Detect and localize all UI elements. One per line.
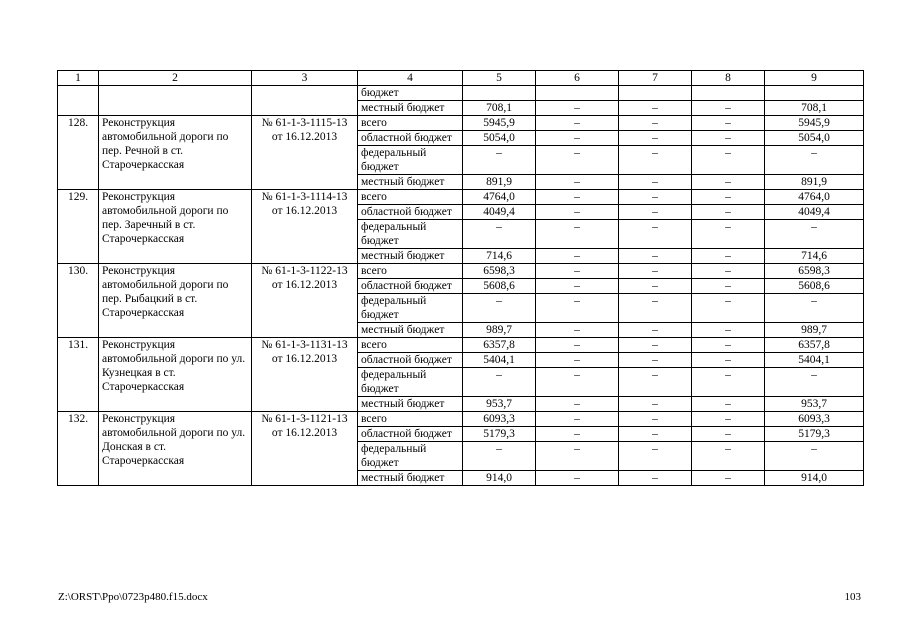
- number-cell: 131.: [58, 338, 99, 412]
- value-cell: –: [692, 397, 765, 412]
- value-cell: 708,1: [765, 101, 864, 116]
- value-cell: 6598,3: [463, 264, 536, 279]
- value-cell: –: [619, 116, 692, 131]
- budget-table: [57, 70, 864, 486]
- header-cell: 2: [99, 71, 252, 86]
- value-cell: –: [619, 279, 692, 294]
- value-cell: –: [692, 294, 765, 323]
- value-cell: –: [619, 205, 692, 220]
- table-row: [58, 116, 864, 131]
- value-cell: 5179,3: [765, 427, 864, 442]
- funding-source-cell: областной бюджет: [358, 353, 463, 368]
- value-cell: –: [619, 397, 692, 412]
- value-cell: –: [463, 442, 536, 471]
- value-cell: –: [536, 205, 619, 220]
- funding-source-cell: федеральный бюджет: [358, 442, 463, 471]
- object-name-cell: Реконструкция автомобильной дороги по пер. Заречный в ст. Старочеркасская: [99, 190, 252, 264]
- header-cell: 3: [252, 71, 358, 86]
- document-cell: № 61-1-3-1122-13 от 16.12.2013: [252, 264, 358, 338]
- funding-source-cell: областной бюджет: [358, 131, 463, 146]
- value-cell: –: [692, 101, 765, 116]
- value-cell: –: [692, 205, 765, 220]
- funding-source-cell: местный бюджет: [358, 249, 463, 264]
- value-cell: –: [463, 220, 536, 249]
- value-cell: –: [536, 442, 619, 471]
- document-cell: № 61-1-3-1131-13 от 16.12.2013: [252, 338, 358, 412]
- funding-source-cell: всего: [358, 116, 463, 131]
- value-cell: 6093,3: [463, 412, 536, 427]
- document-cell: № 61-1-3-1114-13 от 16.12.2013: [252, 190, 358, 264]
- value-cell: –: [536, 264, 619, 279]
- value-cell: –: [692, 471, 765, 486]
- value-cell: –: [692, 427, 765, 442]
- value-cell: 953,7: [765, 397, 864, 412]
- value-cell: 5945,9: [463, 116, 536, 131]
- value-cell: 714,6: [765, 249, 864, 264]
- value-cell: –: [619, 442, 692, 471]
- number-cell: 132.: [58, 412, 99, 486]
- value-cell: –: [536, 294, 619, 323]
- funding-source-cell: местный бюджет: [358, 397, 463, 412]
- header-cell: 9: [765, 71, 864, 86]
- funding-source-cell: областной бюджет: [358, 427, 463, 442]
- value-cell: 5179,3: [463, 427, 536, 442]
- value-cell: 914,0: [765, 471, 864, 486]
- value-cell: –: [536, 412, 619, 427]
- value-cell: [765, 86, 864, 101]
- value-cell: 989,7: [765, 323, 864, 338]
- footer-page-number: 103: [844, 591, 861, 603]
- value-cell: 6357,8: [765, 338, 864, 353]
- value-cell: –: [692, 368, 765, 397]
- value-cell: –: [692, 175, 765, 190]
- table-row: [58, 86, 864, 101]
- funding-source-cell: федеральный бюджет: [358, 294, 463, 323]
- value-cell: –: [619, 249, 692, 264]
- value-cell: –: [536, 397, 619, 412]
- value-cell: 891,9: [463, 175, 536, 190]
- value-cell: –: [619, 190, 692, 205]
- value-cell: –: [619, 146, 692, 175]
- table-row: [58, 190, 864, 205]
- header-cell: 5: [463, 71, 536, 86]
- document-cell: [252, 86, 358, 116]
- value-cell: 5945,9: [765, 116, 864, 131]
- header-cell: 4: [358, 71, 463, 86]
- funding-source-cell: бюджет: [358, 86, 463, 101]
- value-cell: [536, 86, 619, 101]
- value-cell: 4764,0: [463, 190, 536, 205]
- object-name-cell: Реконструкция автомобильной дороги по ул. Донская в ст. Старочеркасская: [99, 412, 252, 486]
- funding-source-cell: федеральный бюджет: [358, 368, 463, 397]
- value-cell: –: [692, 220, 765, 249]
- value-cell: –: [536, 146, 619, 175]
- value-cell: 5608,6: [463, 279, 536, 294]
- value-cell: –: [765, 146, 864, 175]
- value-cell: –: [536, 279, 619, 294]
- value-cell: 914,0: [463, 471, 536, 486]
- header-cell: 6: [536, 71, 619, 86]
- value-cell: 5054,0: [765, 131, 864, 146]
- footer-file-path: Z:\ORST\Ppo\0723p480.f15.docx: [58, 591, 208, 603]
- document-cell: № 61-1-3-1121-13 от 16.12.2013: [252, 412, 358, 486]
- header-cell: 1: [58, 71, 99, 86]
- value-cell: –: [536, 131, 619, 146]
- value-cell: –: [619, 101, 692, 116]
- value-cell: –: [536, 353, 619, 368]
- value-cell: –: [765, 220, 864, 249]
- header-cell: 8: [692, 71, 765, 86]
- value-cell: 6093,3: [765, 412, 864, 427]
- value-cell: –: [692, 249, 765, 264]
- header-cell: 7: [619, 71, 692, 86]
- funding-source-cell: местный бюджет: [358, 175, 463, 190]
- value-cell: –: [619, 294, 692, 323]
- value-cell: 708,1: [463, 101, 536, 116]
- funding-source-cell: всего: [358, 338, 463, 353]
- document-cell: № 61-1-3-1115-13 от 16.12.2013: [252, 116, 358, 190]
- value-cell: –: [692, 442, 765, 471]
- value-cell: –: [765, 368, 864, 397]
- number-cell: [58, 86, 99, 116]
- value-cell: –: [619, 338, 692, 353]
- value-cell: –: [692, 412, 765, 427]
- value-cell: –: [692, 146, 765, 175]
- value-cell: –: [619, 264, 692, 279]
- funding-source-cell: федеральный бюджет: [358, 220, 463, 249]
- table-row: [58, 338, 864, 353]
- value-cell: –: [536, 249, 619, 264]
- value-cell: –: [536, 338, 619, 353]
- value-cell: –: [692, 338, 765, 353]
- number-cell: 128.: [58, 116, 99, 190]
- value-cell: –: [619, 175, 692, 190]
- value-cell: –: [536, 368, 619, 397]
- table-row: [58, 264, 864, 279]
- value-cell: –: [692, 279, 765, 294]
- value-cell: –: [765, 294, 864, 323]
- value-cell: 891,9: [765, 175, 864, 190]
- value-cell: –: [619, 412, 692, 427]
- value-cell: 953,7: [463, 397, 536, 412]
- object-name-cell: [99, 86, 252, 116]
- value-cell: –: [619, 353, 692, 368]
- value-cell: 5404,1: [765, 353, 864, 368]
- value-cell: –: [536, 175, 619, 190]
- value-cell: 714,6: [463, 249, 536, 264]
- value-cell: [692, 86, 765, 101]
- table-row: [58, 412, 864, 427]
- value-cell: –: [692, 323, 765, 338]
- header-row: [58, 71, 864, 86]
- funding-source-cell: федеральный бюджет: [358, 146, 463, 175]
- funding-source-cell: местный бюджет: [358, 323, 463, 338]
- value-cell: 6357,8: [463, 338, 536, 353]
- value-cell: –: [619, 131, 692, 146]
- value-cell: 4764,0: [765, 190, 864, 205]
- object-name-cell: Реконструкция автомобильной дороги по пер. Рыбацкий в ст. Старочеркасская: [99, 264, 252, 338]
- value-cell: [463, 86, 536, 101]
- funding-source-cell: областной бюджет: [358, 279, 463, 294]
- value-cell: –: [619, 220, 692, 249]
- value-cell: –: [619, 471, 692, 486]
- number-cell: 129.: [58, 190, 99, 264]
- value-cell: [619, 86, 692, 101]
- funding-source-cell: областной бюджет: [358, 205, 463, 220]
- value-cell: –: [536, 190, 619, 205]
- value-cell: 6598,3: [765, 264, 864, 279]
- value-cell: –: [765, 442, 864, 471]
- funding-source-cell: местный бюджет: [358, 101, 463, 116]
- number-cell: 130.: [58, 264, 99, 338]
- value-cell: –: [536, 116, 619, 131]
- value-cell: –: [692, 353, 765, 368]
- value-cell: –: [463, 368, 536, 397]
- value-cell: 4049,4: [463, 205, 536, 220]
- value-cell: –: [692, 264, 765, 279]
- value-cell: 5608,6: [765, 279, 864, 294]
- funding-source-cell: всего: [358, 412, 463, 427]
- value-cell: –: [692, 131, 765, 146]
- value-cell: 989,7: [463, 323, 536, 338]
- value-cell: 5054,0: [463, 131, 536, 146]
- value-cell: –: [619, 323, 692, 338]
- value-cell: 5404,1: [463, 353, 536, 368]
- value-cell: –: [463, 146, 536, 175]
- value-cell: 4049,4: [765, 205, 864, 220]
- object-name-cell: Реконструкция автомобильной дороги по ул. Кузнецкая в ст. Старочеркасская: [99, 338, 252, 412]
- value-cell: –: [619, 427, 692, 442]
- funding-source-cell: всего: [358, 264, 463, 279]
- value-cell: –: [536, 220, 619, 249]
- funding-source-cell: всего: [358, 190, 463, 205]
- value-cell: –: [692, 116, 765, 131]
- table-body: [58, 71, 864, 486]
- value-cell: –: [619, 368, 692, 397]
- value-cell: –: [536, 471, 619, 486]
- value-cell: –: [536, 427, 619, 442]
- value-cell: –: [536, 101, 619, 116]
- value-cell: –: [692, 190, 765, 205]
- value-cell: –: [536, 323, 619, 338]
- value-cell: –: [463, 294, 536, 323]
- funding-source-cell: местный бюджет: [358, 471, 463, 486]
- object-name-cell: Реконструкция автомобильной дороги по пер. Речной в ст. Старочеркасская: [99, 116, 252, 190]
